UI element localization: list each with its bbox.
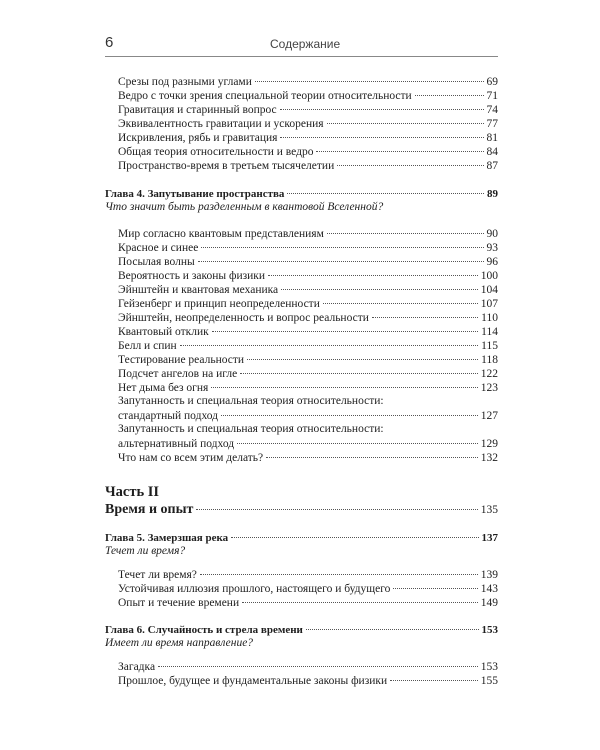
chapter-subtitle: Что значит быть разделенным в квантовой Вселенной?	[105, 201, 384, 213]
toc-entry	[118, 353, 498, 367]
toc-entry-label: Общая теория относительности и ведро	[118, 146, 314, 158]
toc-entry-page: 143	[480, 583, 498, 595]
chapter-heading	[105, 623, 498, 637]
toc-entry-page: 118	[481, 354, 498, 366]
part-page: 135	[480, 504, 498, 516]
chapter-heading	[105, 187, 498, 201]
toc-entry-label: Квантовый отклик	[118, 326, 209, 338]
dot-leader	[158, 666, 478, 667]
toc-entry	[118, 437, 498, 451]
toc-entry	[118, 409, 498, 423]
toc-entry	[118, 381, 498, 395]
toc-entry	[118, 269, 498, 283]
toc-entry	[118, 117, 498, 131]
toc-entry	[118, 145, 498, 159]
toc-entry-label: Красное и синее	[118, 242, 199, 254]
toc-entry-page: 90	[486, 228, 498, 240]
running-title: Содержание	[270, 37, 341, 51]
toc-entry-page: 127	[480, 410, 498, 422]
dot-leader	[281, 289, 478, 290]
toc-entry	[118, 297, 498, 311]
toc-entry	[118, 89, 498, 103]
toc-entry-label: Белл и спин	[118, 340, 177, 352]
toc-entry-page: 139	[480, 569, 498, 581]
toc-entry-label: Прошлое, будущее и фундаментальные законы физики	[118, 675, 388, 687]
toc-entry-page: 69	[486, 76, 498, 88]
toc-entry-label: Устойчивая иллюзия прошлого, настоящего и будущего	[118, 583, 391, 595]
toc-entry-page: 110	[481, 312, 498, 324]
toc-entry-label: Загадка	[118, 661, 156, 673]
dot-leader	[337, 165, 483, 166]
toc-entry	[118, 325, 498, 339]
toc-entry-label: Вероятность и законы физики	[118, 270, 266, 282]
toc-entry-line1: Запутанность и специальная теория относительности:	[118, 395, 384, 407]
part-title: Время и опыт	[105, 502, 194, 517]
toc-entry-label: Гравитация и старинный вопрос	[118, 104, 277, 116]
dot-leader	[268, 275, 478, 276]
dot-leader	[211, 387, 477, 388]
dot-leader	[237, 443, 478, 444]
toc-entry-page: 74	[486, 104, 498, 116]
dot-leader	[231, 537, 478, 538]
toc-entry-page: 123	[480, 382, 498, 394]
toc-entry-page: 77	[486, 118, 498, 130]
dot-leader	[415, 95, 484, 96]
toc-entry-label: Подсчет ангелов на игле	[118, 368, 238, 380]
toc-entry	[118, 339, 498, 353]
toc-entry-label: Что нам со всем этим делать?	[118, 452, 264, 464]
toc-entry-label: Течет ли время?	[118, 569, 197, 581]
toc-entry-label: Эйнштейн и квантовая механика	[118, 284, 279, 296]
toc-entry-page: 107	[480, 298, 498, 310]
dot-leader	[221, 415, 478, 416]
toc-entry	[118, 367, 498, 381]
toc-entry-page: 71	[486, 90, 498, 102]
dot-leader	[323, 303, 478, 304]
toc-entry-page: 84	[486, 146, 498, 158]
dot-leader	[200, 574, 478, 575]
toc-entry-label: Опыт и течение времени	[118, 597, 240, 609]
toc-entry-page: 104	[480, 284, 498, 296]
dot-leader	[280, 137, 483, 138]
toc-entry	[118, 582, 498, 596]
toc-entry	[118, 255, 498, 269]
toc-entry-page: 153	[480, 661, 498, 673]
toc-entry-label: Посылая волны	[118, 256, 195, 268]
dot-leader	[196, 509, 477, 510]
toc-entry-label: Тестирование реальности	[118, 354, 245, 366]
dot-leader	[393, 588, 477, 589]
dot-leader	[201, 247, 483, 248]
toc-entry-page: 87	[486, 160, 498, 172]
dot-leader	[198, 261, 484, 262]
part-heading	[105, 503, 498, 517]
toc-entry-page: 93	[486, 242, 498, 254]
dot-leader	[287, 193, 484, 194]
toc-entry-page: 81	[486, 132, 498, 144]
dot-leader	[390, 680, 478, 681]
toc-entry-page: 114	[481, 326, 498, 338]
toc-entry	[118, 227, 498, 241]
page-number: 6	[105, 34, 114, 51]
dot-leader	[327, 123, 484, 124]
chapter-page: 89	[487, 188, 498, 200]
toc-entry	[118, 283, 498, 297]
toc-entry-label: Ведро с точки зрения специальной теории относительности	[118, 90, 412, 102]
toc-entry-label: стандартный подход	[118, 410, 219, 422]
part-label: Часть II	[105, 484, 160, 500]
toc-entry-label: альтернативный подход	[118, 438, 235, 450]
toc-entry	[118, 660, 498, 674]
chapter-page: 137	[481, 532, 498, 544]
chapter-title: Глава 4. Запутывание пространства	[105, 188, 285, 200]
toc-entry-page: 100	[480, 270, 498, 282]
toc-entry-label: Эйнштейн, неопределенность и вопрос реальности	[118, 312, 369, 324]
dot-leader	[212, 331, 478, 332]
dot-leader	[327, 233, 484, 234]
toc-entry	[118, 596, 498, 610]
dot-leader	[255, 81, 484, 82]
toc-entry-label: Пространство-время в третьем тысячелетии	[118, 160, 335, 172]
chapter-title: Глава 6. Случайность и стрела времени	[105, 624, 303, 636]
toc-entry-page: 155	[480, 675, 498, 687]
dot-leader	[180, 345, 479, 346]
toc-entry-label: Мир согласно квантовым представлениям	[118, 228, 324, 240]
dot-leader	[242, 602, 478, 603]
toc-entry-page: 132	[480, 452, 498, 464]
toc-entry-page: 129	[480, 438, 498, 450]
toc-entry	[118, 568, 498, 582]
toc-entry-label: Гейзенберг и принцип неопределенности	[118, 298, 320, 310]
chapter-page: 153	[481, 624, 498, 636]
chapter-title: Глава 5. Замерзшая река	[105, 532, 229, 544]
dot-leader	[372, 317, 478, 318]
toc-entry	[118, 131, 498, 145]
toc-entry-label: Искривления, рябь и гравитация	[118, 132, 278, 144]
chapter-heading	[105, 531, 498, 545]
dot-leader	[316, 151, 483, 152]
chapter-subtitle: Имеет ли время направление?	[105, 637, 254, 649]
toc-entry	[118, 159, 498, 173]
toc-entry-label: Нет дыма без огня	[118, 382, 209, 394]
toc-entry	[118, 311, 498, 325]
toc-entry-page: 122	[480, 368, 498, 380]
dot-leader	[266, 457, 478, 458]
chapter-subtitle: Течет ли время?	[105, 545, 186, 557]
toc-entry-label: Срезы под разными углами	[118, 76, 252, 88]
toc-entry	[118, 241, 498, 255]
toc-entry-page: 149	[480, 597, 498, 609]
toc-entry-label: Эквивалентность гравитации и ускорения	[118, 118, 324, 130]
toc-entry	[118, 103, 498, 117]
toc-entry-page: 96	[486, 256, 498, 268]
header-rule	[105, 56, 498, 57]
dot-leader	[247, 359, 478, 360]
toc-entry	[118, 75, 498, 89]
dot-leader	[280, 109, 484, 110]
toc-entry	[118, 451, 498, 465]
toc-entry	[118, 674, 498, 688]
dot-leader	[306, 629, 479, 630]
dot-leader	[240, 373, 478, 374]
toc-entry-page: 115	[481, 340, 498, 352]
toc-entry-line1: Запутанность и специальная теория относительности:	[118, 423, 384, 435]
